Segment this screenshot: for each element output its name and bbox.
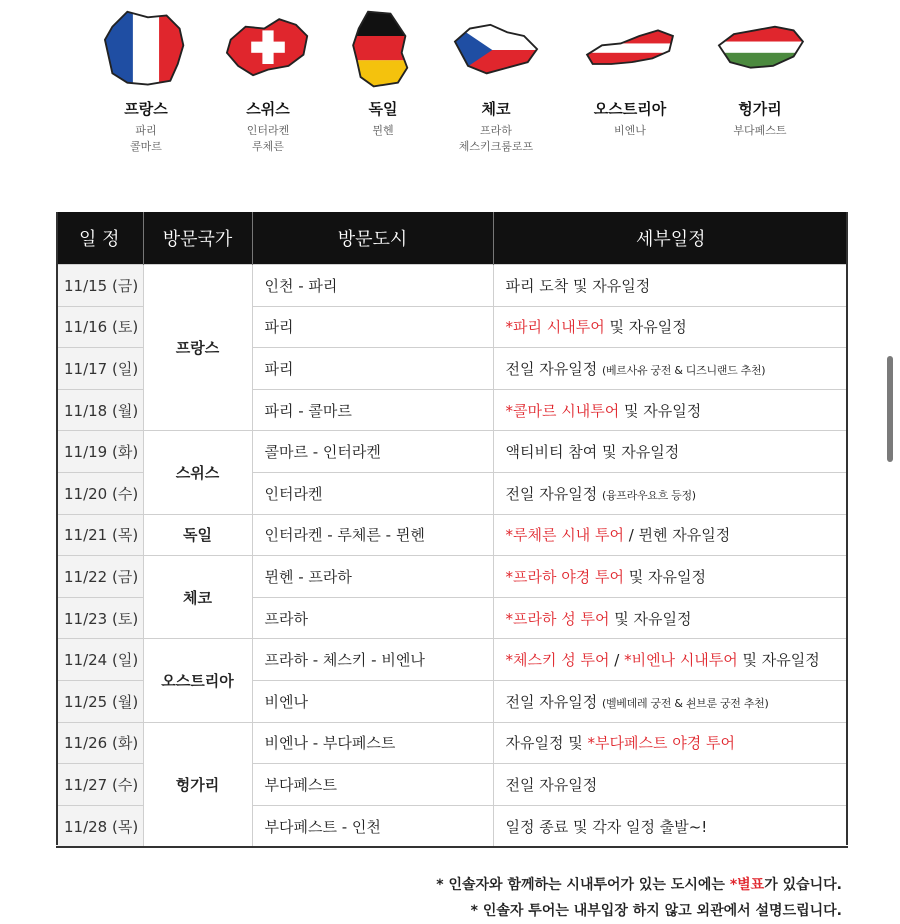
schedule-table <box>56 212 848 848</box>
country-cities <box>565 123 695 139</box>
detail-cell <box>493 764 848 806</box>
country-name: 헝가리 <box>738 100 782 118</box>
detail-cell <box>493 389 848 431</box>
text-segment: 전일 자유일정 <box>505 692 602 711</box>
country-cities <box>695 123 825 139</box>
date-cell: 11/23 (토) <box>56 597 143 639</box>
text-segment: 액티비티 참여 및 자유일정 <box>505 443 680 462</box>
country-name: 오스트리아 <box>593 100 667 118</box>
detail-cell <box>493 431 848 473</box>
date-cell: 11/17 (일) <box>56 348 143 390</box>
detail-cell <box>493 306 848 348</box>
date-cell: 11/20 (수) <box>56 472 143 514</box>
date-cell: 11/27 (수) <box>56 764 143 806</box>
text-segment: 자유일정 및 <box>505 734 588 753</box>
header-date: 일 정 <box>56 212 143 265</box>
city-label: 체스키크룸로프 <box>458 140 534 153</box>
date-cell: 11/19 (화) <box>56 431 143 473</box>
table-header-row <box>56 212 848 265</box>
switzerland-flag-map-icon <box>220 8 316 92</box>
detail-cell <box>493 680 848 722</box>
text-segment: 및 자유일정 <box>623 567 706 586</box>
table-row <box>56 431 848 473</box>
table-body <box>56 265 848 848</box>
text-segment: 및 자유일정 <box>737 651 820 670</box>
text-segment: 가 있습니다. <box>764 877 842 893</box>
text-segment: 전일 자유일정 <box>505 775 598 794</box>
footnote-stars <box>436 872 842 898</box>
germany-flag-map-icon <box>335 8 431 92</box>
text-segment: * 인솔자와 함께하는 시내투어가 있는 도시에는 <box>436 877 730 893</box>
date-cell: 11/16 (토) <box>56 306 143 348</box>
city-label: 파리 <box>135 124 157 137</box>
country-cell: 헝가리 <box>143 722 252 847</box>
highlight-text: *루체른 시내 투어 <box>505 526 624 545</box>
city-label: 콜마르 <box>130 140 162 153</box>
highlight-text: *별표 <box>729 877 765 893</box>
text-segment: (융프라우요흐 등정) <box>601 488 696 502</box>
table-row <box>56 556 848 598</box>
city-cell: 인터라켄 <box>252 472 493 514</box>
city-cell: 프라하 - 체스키 - 비엔나 <box>252 639 493 681</box>
date-cell: 11/22 (금) <box>56 556 143 598</box>
highlight-text: *파리 시내투어 <box>505 318 605 337</box>
scrollbar-thumb[interactable] <box>887 356 893 462</box>
header-detail: 세부일정 <box>493 212 848 265</box>
text-segment: 전일 자유일정 <box>505 359 602 378</box>
city-cell: 부다페스트 - 인천 <box>252 805 493 847</box>
header-country: 방문국가 <box>143 212 252 265</box>
detail-cell <box>493 472 848 514</box>
date-cell: 11/18 (월) <box>56 389 143 431</box>
detail-cell <box>493 805 848 847</box>
city-cell: 비엔나 - 부다페스트 <box>252 722 493 764</box>
highlight-text: *부다페스트 야경 투어 <box>587 734 735 753</box>
city-cell: 인천 - 파리 <box>252 265 493 307</box>
hungary-flag-map-icon <box>712 8 808 92</box>
country-austria <box>565 8 695 139</box>
text-segment: (베르사유 궁전 & 디즈니랜드 추천) <box>601 363 766 377</box>
country-france <box>81 8 211 155</box>
detail-cell <box>493 265 848 307</box>
country-name: 독일 <box>368 100 398 118</box>
country-name: 프랑스 <box>124 100 168 118</box>
text-segment: * 인솔자 투어는 내부입장 하지 않고 외관에서 설명드립니다. <box>470 903 842 919</box>
country-cities <box>81 123 211 155</box>
date-cell: 11/26 (화) <box>56 722 143 764</box>
country-cities <box>318 123 448 139</box>
header-city: 방문도시 <box>252 212 493 265</box>
city-label: 비엔나 <box>614 124 646 137</box>
country-cell: 오스트리아 <box>143 639 252 722</box>
text-segment: 전일 자유일정 <box>505 484 602 503</box>
date-cell: 11/24 (일) <box>56 639 143 681</box>
city-cell: 파리 - 콜마르 <box>252 389 493 431</box>
highlight-text: *프라하 야경 투어 <box>505 567 624 586</box>
country-name: 체코 <box>481 100 511 118</box>
highlight-text: *프라하 성 투어 <box>505 609 610 628</box>
text-segment: 및 자유일정 <box>609 609 692 628</box>
city-label: 프라하 <box>480 124 512 137</box>
detail-cell <box>493 722 848 764</box>
country-czech <box>431 8 561 155</box>
country-strip <box>0 0 900 170</box>
footnotes <box>436 872 842 924</box>
city-cell: 콜마르 - 인터라켄 <box>252 431 493 473</box>
table-row <box>56 639 848 681</box>
country-switzerland <box>203 8 333 155</box>
city-label: 인터라켄 <box>246 124 290 137</box>
text-segment: 파리 도착 및 자유일정 <box>505 276 651 295</box>
detail-cell <box>493 597 848 639</box>
country-hungary <box>695 8 825 139</box>
text-segment: 및 자유일정 <box>619 401 702 420</box>
detail-cell <box>493 556 848 598</box>
text-segment: / 뮌헨 자유일정 <box>623 526 731 545</box>
table-row <box>56 514 848 556</box>
city-cell: 부다페스트 <box>252 764 493 806</box>
country-germany <box>318 8 448 139</box>
highlight-text: *비엔나 시내투어 <box>624 651 738 670</box>
city-label: 루체른 <box>252 140 284 153</box>
france-flag-map-icon <box>98 8 194 92</box>
city-cell: 뮌헨 - 프라하 <box>252 556 493 598</box>
city-label: 부다페스트 <box>733 124 787 137</box>
date-cell: 11/21 (목) <box>56 514 143 556</box>
country-cell: 스위스 <box>143 431 252 514</box>
date-cell: 11/25 (월) <box>56 680 143 722</box>
text-segment: (벨베데레 궁전 & 쇤브룬 궁전 추천) <box>601 696 769 710</box>
czech-flag-map-icon <box>448 8 544 92</box>
city-cell: 비엔나 <box>252 680 493 722</box>
city-cell: 파리 <box>252 306 493 348</box>
table-row <box>56 265 848 307</box>
text-segment: 일정 종료 및 각자 일정 출발~! <box>505 817 708 836</box>
date-cell: 11/28 (목) <box>56 805 143 847</box>
highlight-text: *체스키 성 투어 <box>505 651 610 670</box>
highlight-text: *콜마르 시내투어 <box>505 401 620 420</box>
detail-cell <box>493 348 848 390</box>
city-cell: 인터라켄 - 루체른 - 뮌헨 <box>252 514 493 556</box>
country-cities <box>203 123 333 155</box>
detail-cell <box>493 639 848 681</box>
table-row <box>56 722 848 764</box>
country-cities <box>431 123 561 155</box>
text-segment: / <box>609 651 625 670</box>
city-cell: 파리 <box>252 348 493 390</box>
country-name: 스위스 <box>246 100 290 118</box>
detail-cell <box>493 514 848 556</box>
footnote-exterior <box>436 898 842 924</box>
city-label: 뮌헨 <box>372 124 394 137</box>
date-cell: 11/15 (금) <box>56 265 143 307</box>
country-cell: 체코 <box>143 556 252 639</box>
text-segment: 및 자유일정 <box>604 318 687 337</box>
austria-flag-map-icon <box>582 8 678 92</box>
city-cell: 프라하 <box>252 597 493 639</box>
country-cell: 독일 <box>143 514 252 556</box>
country-cell: 프랑스 <box>143 265 252 431</box>
